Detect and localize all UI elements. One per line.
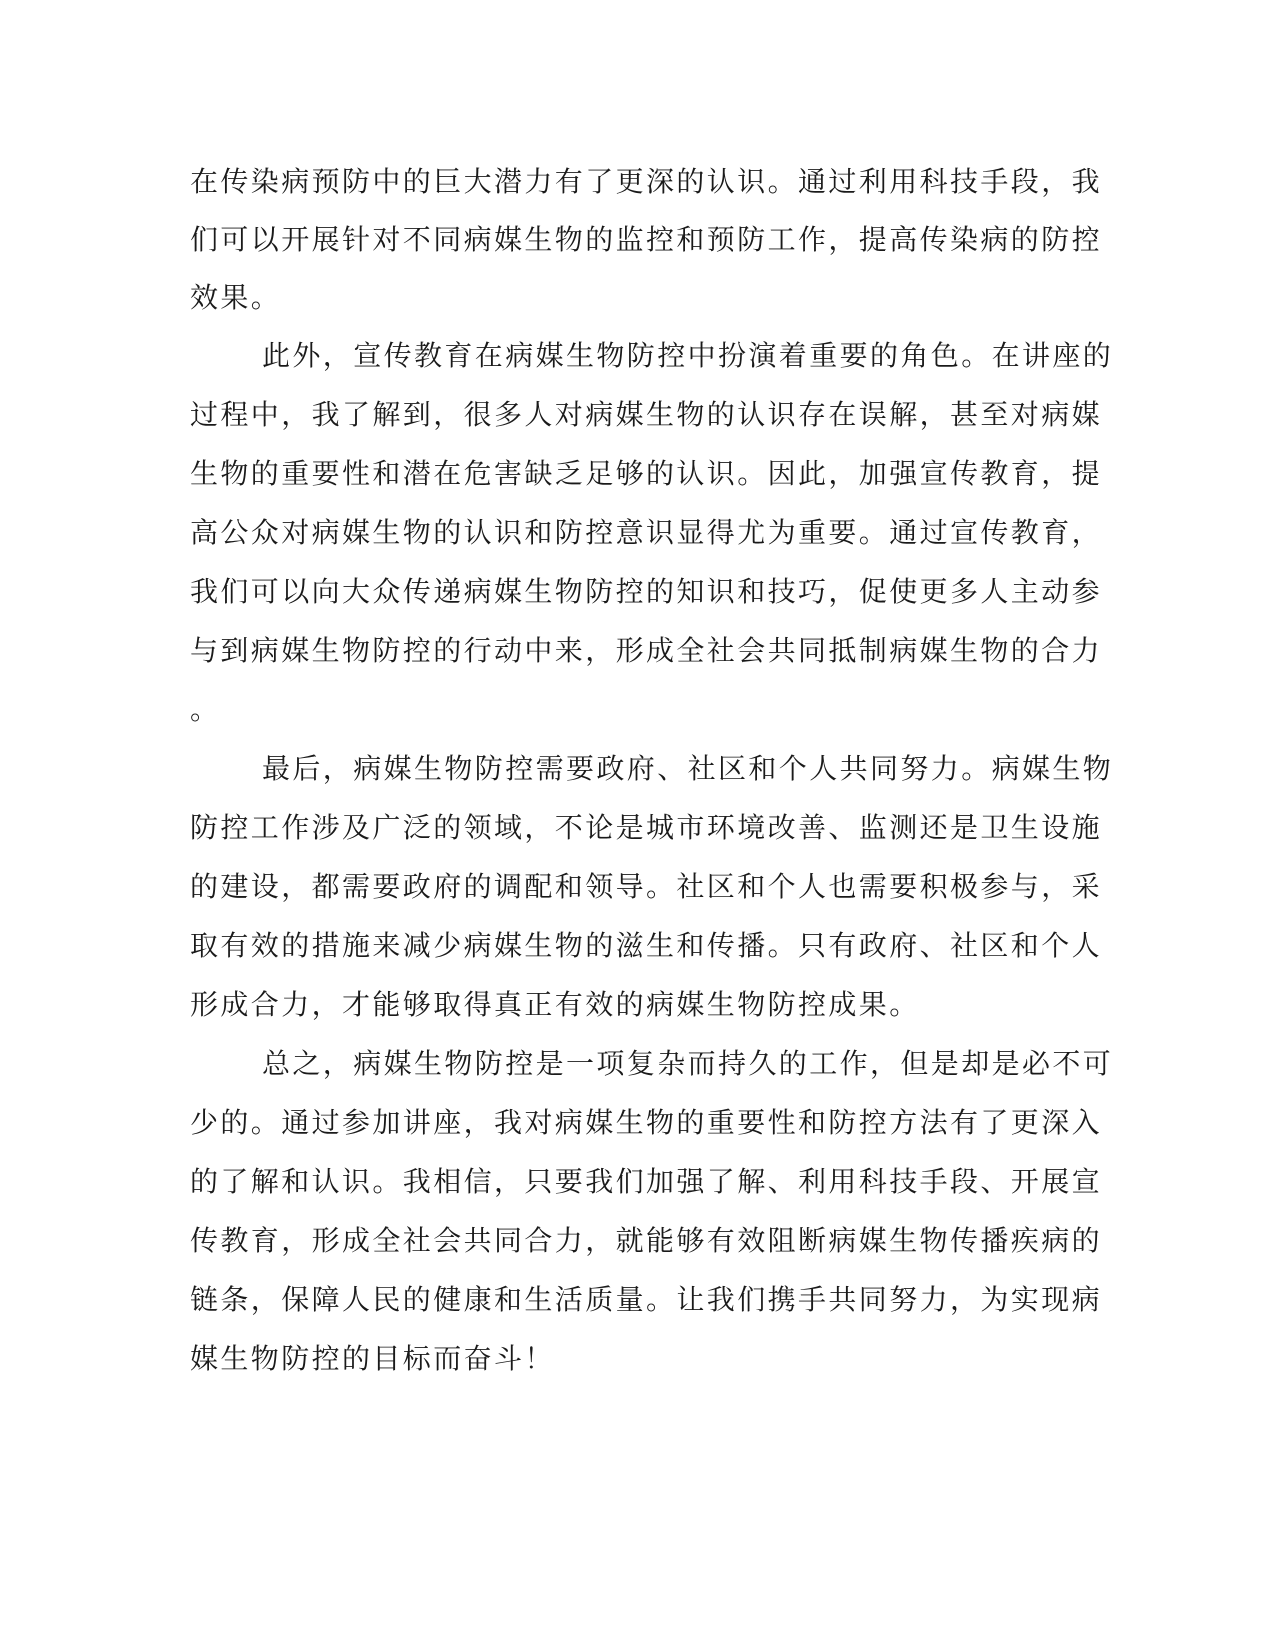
- paragraph-2-line-4: 高公众对病媒生物的认识和防控意识显得尤为重要。通过宣传教育，: [190, 516, 1103, 549]
- paragraph-3-line-2: 防控工作涉及广泛的领域，不论是城市环境改善、监测还是卫生设施: [190, 811, 1103, 844]
- paragraph-2-line-6: 与到病媒生物防控的行动中来，形成全社会共同抵制病媒生物的合力: [190, 634, 1103, 667]
- paragraph-1-line-2: 们可以开展针对不同病媒生物的监控和预防工作，提高传染病的防控: [190, 223, 1103, 256]
- paragraph-2-line-5: 我们可以向大众传递病媒生物防控的知识和技巧，促使更多人主动参: [190, 575, 1103, 608]
- paragraph-3-line-3: 的建设，都需要政府的调配和领导。社区和个人也需要积极参与，采: [190, 870, 1103, 903]
- paragraph-4-line-1: 总之，病媒生物防控是一项复杂而持久的工作，但是却是必不可: [262, 1047, 1114, 1080]
- paragraph-2-line-2: 过程中，我了解到，很多人对病媒生物的认识存在误解，甚至对病媒: [190, 398, 1103, 431]
- paragraph-2-line-3: 生物的重要性和潜在危害缺乏足够的认识。因此，加强宣传教育，提: [190, 457, 1103, 490]
- paragraph-4-line-3: 的了解和认识。我相信，只要我们加强了解、利用科技手段、开展宣: [190, 1165, 1103, 1198]
- paragraph-3-line-4: 取有效的措施来减少病媒生物的滋生和传播。只有政府、社区和个人: [190, 929, 1103, 962]
- paragraph-1-line-3: 效果。: [190, 281, 282, 314]
- paragraph-4-line-2: 少的。通过参加讲座，我对病媒生物的重要性和防控方法有了更深入: [190, 1106, 1103, 1139]
- paragraph-1-line-1: 在传染病预防中的巨大潜力有了更深的认识。通过利用科技手段，我: [190, 165, 1103, 198]
- paragraph-4-line-5: 链条，保障人民的健康和生活质量。让我们携手共同努力，为实现病: [190, 1283, 1103, 1316]
- paragraph-2-line-1: 此外，宣传教育在病媒生物防控中扮演着重要的角色。在讲座的: [262, 339, 1114, 372]
- paragraph-2-line-7: 。: [190, 693, 221, 726]
- paragraph-4-line-6: 媒生物防控的目标而奋斗！: [190, 1342, 555, 1375]
- paragraph-4-line-4: 传教育，形成全社会共同合力，就能够有效阻断病媒生物传播疾病的: [190, 1224, 1103, 1257]
- paragraph-3-line-1: 最后，病媒生物防控需要政府、社区和个人共同努力。病媒生物: [262, 752, 1114, 785]
- paragraph-3-line-5: 形成合力，才能够取得真正有效的病媒生物防控成果。: [190, 988, 920, 1021]
